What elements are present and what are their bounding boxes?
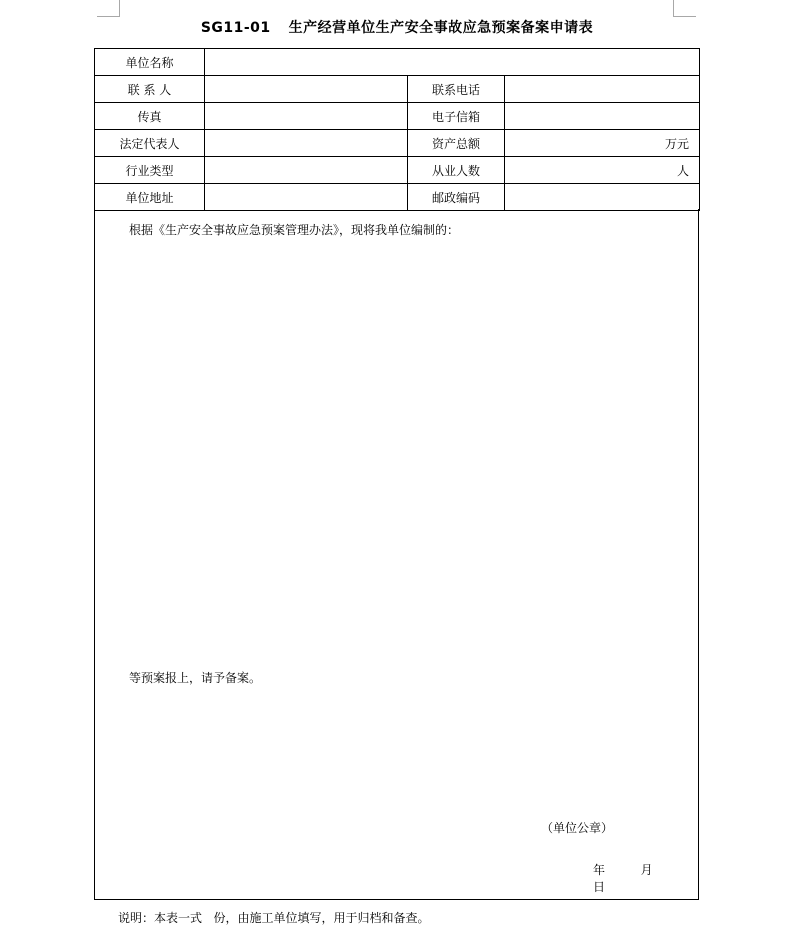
total-assets-unit: 万元 bbox=[665, 136, 690, 151]
row-fax bbox=[95, 103, 700, 130]
total-assets-label: 资产总额 bbox=[408, 130, 505, 157]
legal-rep-field[interactable] bbox=[205, 130, 408, 157]
unit-name-label: 单位名称 bbox=[95, 49, 205, 76]
email-field[interactable] bbox=[505, 103, 700, 130]
row-unit-name bbox=[95, 49, 700, 76]
row-industry bbox=[95, 157, 700, 184]
row-legal-rep bbox=[95, 130, 700, 157]
employees-label: 从业人数 bbox=[408, 157, 505, 184]
month-label: 月 bbox=[640, 863, 653, 877]
unit-name-field[interactable] bbox=[205, 49, 700, 76]
postcode-field[interactable] bbox=[505, 184, 700, 211]
document-title bbox=[0, 17, 794, 39]
intro-text: 根据《生产安全事故应急预案管理办法》，现将我单位编制的： bbox=[129, 223, 460, 237]
form-title-text: 生产经营单位生产安全事故应急预案备案申请表 bbox=[288, 20, 594, 36]
legal-rep-label: 法定代表人 bbox=[95, 130, 205, 157]
employees-unit: 人 bbox=[677, 163, 690, 178]
submit-text: 等预案报上，请予备案。 bbox=[129, 671, 262, 685]
contact-label: 联 系 人 bbox=[95, 76, 205, 103]
application-body-box[interactable] bbox=[94, 209, 699, 900]
employees-field[interactable] bbox=[505, 157, 700, 184]
industry-field[interactable] bbox=[205, 157, 408, 184]
year-label: 年 bbox=[593, 863, 606, 877]
row-address bbox=[95, 184, 700, 211]
industry-label: 行业类型 bbox=[95, 157, 205, 184]
row-contact bbox=[95, 76, 700, 103]
fax-label: 传真 bbox=[95, 103, 205, 130]
application-form-table bbox=[94, 48, 700, 211]
page-corner-mark-left bbox=[97, 0, 120, 17]
contact-field[interactable] bbox=[205, 76, 408, 103]
address-label: 单位地址 bbox=[95, 184, 205, 211]
day-label: 日 bbox=[593, 880, 606, 894]
contact-phone-label: 联系电话 bbox=[408, 76, 505, 103]
date-line bbox=[593, 861, 698, 895]
postcode-label: 邮政编码 bbox=[408, 184, 505, 211]
unit-seal-label: （单位公章） bbox=[541, 821, 614, 835]
footnote: 说明：本表一式 份，由施工单位填写，用于归档和备查。 bbox=[118, 911, 430, 925]
form-code: SG11-01 bbox=[200, 20, 271, 36]
fax-field[interactable] bbox=[205, 103, 408, 130]
page-corner-mark-right bbox=[673, 0, 696, 17]
total-assets-field[interactable] bbox=[505, 130, 700, 157]
address-field[interactable] bbox=[205, 184, 408, 211]
email-label: 电子信箱 bbox=[408, 103, 505, 130]
contact-phone-field[interactable] bbox=[505, 76, 700, 103]
